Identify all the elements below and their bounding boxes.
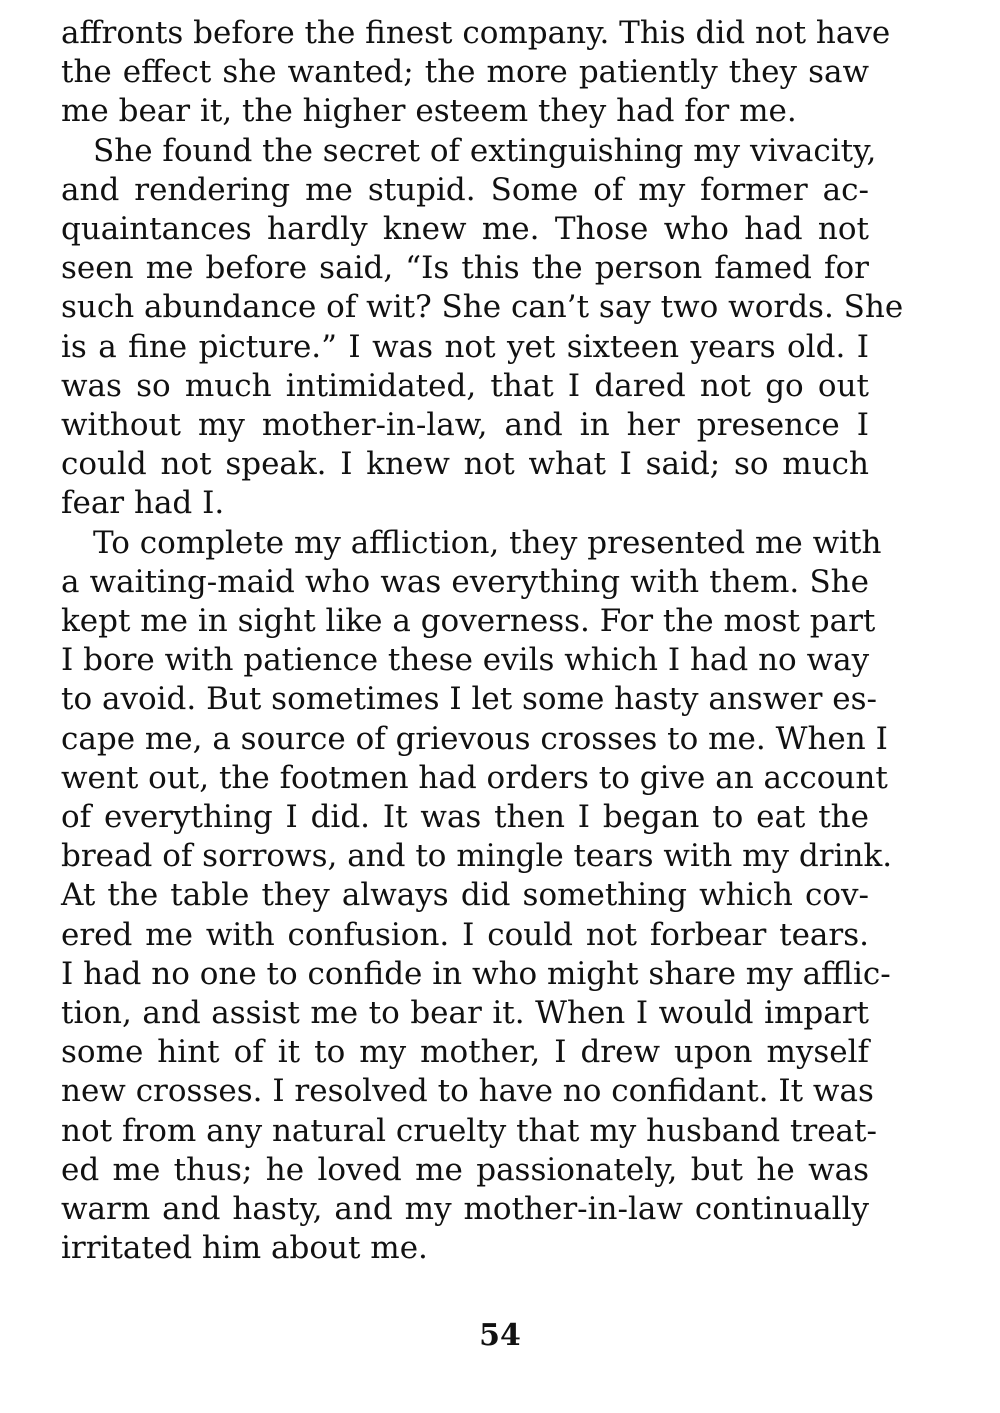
text-line: such abundance of wit? She can’t say two words. She: [61, 289, 904, 326]
text-line: to avoid. But sometimes I let some hasty answer es-: [61, 681, 878, 718]
text-line: I bore with patience these evils which I had no way: [61, 642, 870, 679]
text-line: She found the secret of extinguishing my vivacity,: [93, 132, 877, 169]
text-line: me bear it, the higher esteem they had for me.: [61, 93, 797, 130]
text-line: could not speak. I knew not what I said; so much: [61, 446, 869, 483]
text-line: was so much intimidated, that I dared not go out: [61, 367, 869, 404]
text-line: cape me, a source of grievous crosses to me. When I: [61, 720, 888, 757]
text-line: bread of sorrows, and to mingle tears with my drink.: [61, 838, 893, 875]
text-line: of everything I did. It was then I began to eat the: [61, 799, 869, 836]
page-number: 54: [479, 1318, 521, 1353]
text-line: affronts before the finest company. This did not have: [61, 15, 891, 51]
page-text: [61, 14, 904, 1269]
text-line: ed me thus; he loved me passionately, but he was: [61, 1151, 869, 1188]
text-line: irritated him about me.: [61, 1230, 428, 1267]
text-line: new crosses. I resolved to have no confidant. It was: [61, 1073, 874, 1110]
text-line: kept me in sight like a governess. For the most part: [61, 603, 876, 640]
text-line: At the table they always did something which cov-: [61, 877, 869, 914]
text-line: is a fine picture.” I was not yet sixteen years old. I: [61, 328, 869, 365]
text-line: without my mother-in-law, and in her presence I: [61, 407, 869, 444]
text-line: a waiting-maid who was everything with them. She: [61, 563, 869, 600]
text-line: seen me before said, “Is this the person famed for: [61, 250, 869, 287]
text-line: warm and hasty, and my mother-in-law continually: [61, 1191, 869, 1228]
text-line: the effect she wanted; the more patiently they saw: [61, 54, 869, 91]
paragraph: [61, 14, 891, 132]
paragraph: [61, 132, 904, 524]
text-line: ered me with confusion. I could not forbear tears.: [61, 916, 869, 953]
text-line: and rendering me stupid. Some of my former ac-: [61, 171, 869, 208]
text-line: not from any natural cruelty that my husband treat-: [61, 1112, 877, 1149]
text-line: fear had I.: [61, 485, 225, 522]
text-line: some hint of it to my mother, I drew upon myself: [61, 1034, 869, 1071]
text-line: tion, and assist me to bear it. When I would impart: [61, 995, 869, 1032]
text-line: quaintances hardly knew me. Those who had not: [61, 211, 869, 248]
text-line: To complete my affliction, they presented me with: [93, 524, 882, 561]
text-line: went out, the footmen had orders to give an account: [61, 759, 888, 796]
text-line: I had no one to confide in who might share my afflic-: [61, 955, 891, 992]
paragraph: [61, 524, 893, 1269]
